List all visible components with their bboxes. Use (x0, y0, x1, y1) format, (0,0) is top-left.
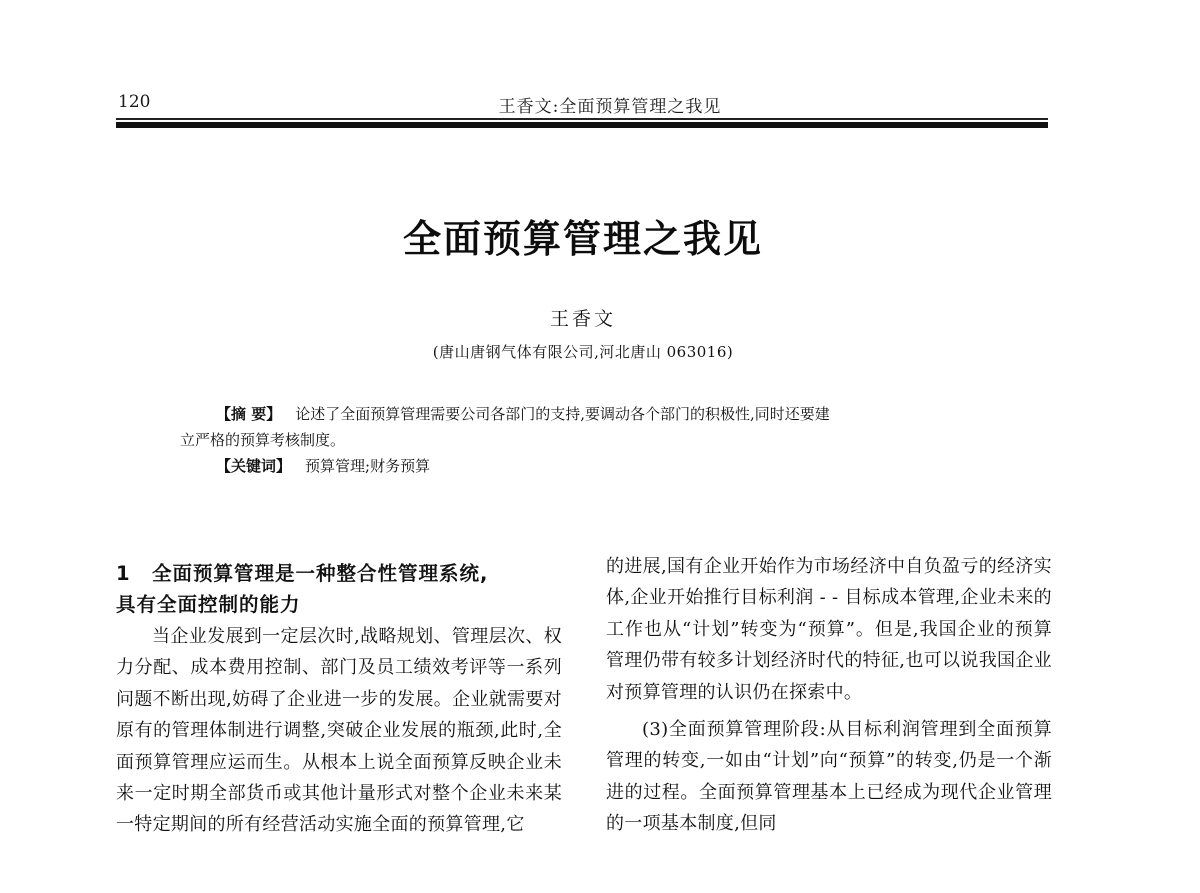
keywords-text: 预算管理;财务预算 (305, 457, 431, 475)
right-paragraph-2: (3)全面预算管理阶段:从目标利润管理到全面预算管理的转变,一如由“计划”向“预算”的转变,仍是一个渐进的过程。全面预算管理基本上已经成为现代企业管理的一项基本制度,但同 (606, 719, 1052, 835)
running-header: 王香文:全面预算管理之我见 (498, 97, 722, 117)
page-number: 120 (118, 92, 151, 112)
right-paragraph-1: 的进展,国有企业开始作为市场经济中自负盈亏的经济实体,企业开始推行目标利润 - - 目标成本管理,企业未来的工作也从“计划”转变为“预算”。但是,我国企业的预算管理仍带有较多计划经济时代的特征,也可以说我国企业对预算管理的认识仍在探索中。 (606, 556, 1052, 703)
section-number: 1 (116, 562, 131, 585)
abstract-line-1 (180, 401, 1000, 427)
left-paragraph: 当企业发展到一定层次时,战略规划、管理层次、权力分配、成本费用控制、部门及员工绩效考评等一系列问题不断出现,妨碍了企业进一步的发展。企业就需要对原有的管理体制进行调整,突破企业发展的瓶颈,此时,全面预算管理应运而生。从根本上说全面预算反映企业未来一定时期全部货币或其他计量形式对整个企业未来某一特定期间的所有经营活动实施全面的预算管理,它 (116, 626, 562, 836)
left-column (116, 558, 562, 841)
article-title: 全面预算管理之我见 (402, 216, 763, 261)
keywords-line (180, 453, 1000, 479)
section-heading (116, 558, 562, 620)
section-title-line-2: 具有全面控制的能力 (116, 593, 301, 616)
abstract-label: 【摘 要】 (216, 405, 282, 423)
author-name: 王香文 (549, 308, 616, 330)
keywords-label: 【关键词】 (216, 457, 292, 475)
abstract-block (180, 401, 1000, 479)
abstract-text-1: 论述了全面预算管理需要公司各部门的支持,要调动各个部门的积极性,同时还要建 (295, 405, 830, 423)
section-title-line-1: 全面预算管理是一种整合性管理系统, (152, 562, 489, 585)
author-affiliation: (唐山唐钢气体有限公司,河北唐山 063016) (432, 343, 734, 361)
header-rule-thin (116, 118, 1048, 120)
abstract-line-2: 立严格的预算考核制度。 (180, 431, 346, 449)
right-column (606, 551, 1052, 840)
header-rule-thick (116, 122, 1048, 128)
